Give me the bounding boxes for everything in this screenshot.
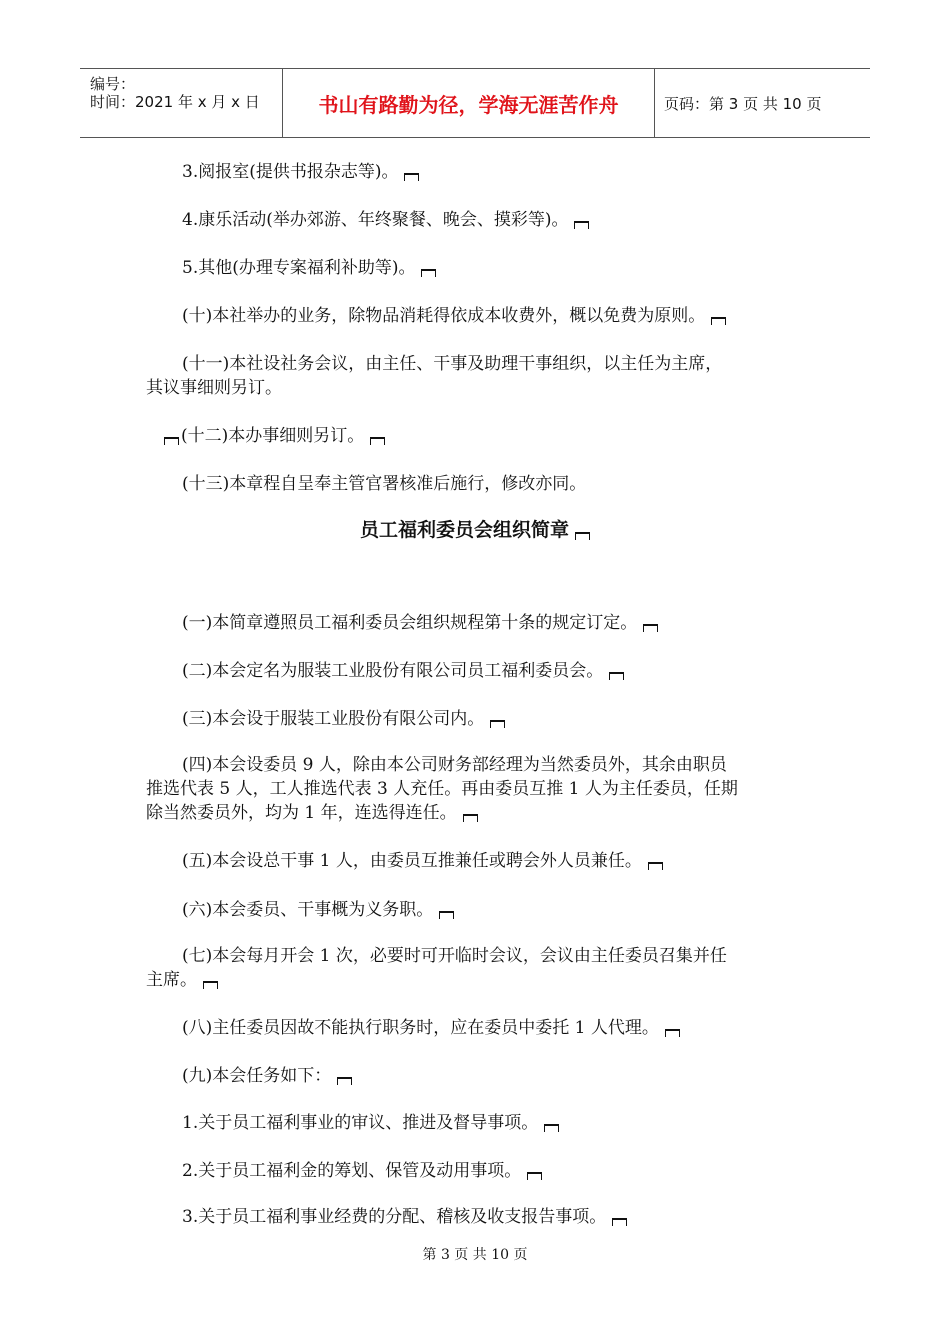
header-table bbox=[80, 68, 870, 138]
motto: 书山有路勤为径，学海无涯苦作舟 bbox=[282, 69, 655, 137]
header-info-cell bbox=[80, 69, 282, 137]
paragraph: (二)本会定名为服装工业股份有限公司员工福利委员会。 bbox=[146, 659, 832, 683]
paragraph-mark-icon bbox=[609, 672, 624, 680]
time-label: 时间：2021 年 x 月 x 日 bbox=[90, 93, 260, 111]
paragraph: 3.阅报室(提供书报杂志等)。 bbox=[146, 160, 832, 184]
paragraph: 1.关于员工福利事业的审议、推进及督导事项。 bbox=[146, 1111, 832, 1135]
section-title: 员工福利委员会组织简章 bbox=[0, 515, 950, 542]
paragraph-mark-icon bbox=[544, 1124, 559, 1132]
paragraph-mark-icon bbox=[439, 911, 454, 919]
paragraph-mark-icon bbox=[164, 437, 179, 445]
paragraph-mark-icon bbox=[648, 862, 663, 870]
paragraph-line: 除当然委员外，均为 1 年，连选得连任。 bbox=[146, 801, 796, 825]
paragraph-mark-icon bbox=[527, 1172, 542, 1180]
paragraph: 5.其他(办理专案福利补助等)。 bbox=[146, 256, 832, 280]
paragraph-mark-icon bbox=[575, 532, 590, 540]
paragraph-mark-icon bbox=[404, 173, 419, 181]
page-footer: 第 3 页 共 10 页 bbox=[422, 1247, 528, 1263]
page-label: 页码：第 3 页 共 10 页 bbox=[664, 94, 822, 113]
paragraph-line: 主席。 bbox=[146, 968, 796, 992]
paragraph-line: 其议事细则另订。 bbox=[146, 378, 282, 398]
paragraph-mark-icon bbox=[490, 720, 505, 728]
paragraph-mark-icon bbox=[711, 317, 726, 325]
paragraph-mark-icon bbox=[574, 221, 589, 229]
paragraph: (十三)本章程自呈奉主管官署核准后施行，修改亦同。 bbox=[182, 474, 587, 494]
paragraph-mark-icon bbox=[337, 1077, 352, 1085]
paragraph-mark-icon bbox=[665, 1029, 680, 1037]
paragraph: (八)主任委员因故不能执行职务时，应在委员中委托 1 人代理。 bbox=[146, 1016, 832, 1040]
paragraph: (六)本会委员、干事概为义务职。 bbox=[146, 898, 832, 922]
paragraph: (九)本会任务如下： bbox=[146, 1064, 832, 1088]
paragraph: 4.康乐活动(举办郊游、年终聚餐、晚会、摸彩等)。 bbox=[146, 208, 832, 232]
paragraph-mark-icon bbox=[421, 269, 436, 277]
paragraph-mark-icon bbox=[370, 437, 385, 445]
paragraph: 3.关于员工福利事业经费的分配、稽核及收支报告事项。 bbox=[146, 1205, 832, 1229]
code-label: 编号： bbox=[90, 75, 136, 93]
paragraph: (一)本简章遵照员工福利委员会组织规程第十条的规定订定。 bbox=[146, 611, 832, 635]
paragraph-mark-icon bbox=[203, 981, 218, 989]
paragraph: (十二)本办事细则另订。 bbox=[146, 424, 796, 448]
paragraph: (五)本会设总干事 1 人，由委员互推兼任或聘会外人员兼任。 bbox=[146, 849, 832, 873]
paragraph-mark-icon bbox=[612, 1218, 627, 1226]
paragraph-mark-icon bbox=[643, 624, 658, 632]
paragraph: (三)本会设于服装工业股份有限公司内。 bbox=[146, 707, 832, 731]
paragraph-line: 推选代表 5 人，工人推选代表 3 人充任。再由委员互推 1 人为主任委员，任期 bbox=[146, 779, 738, 799]
paragraph: (十)本社举办的业务，除物品消耗得依成本收费外，概以免费为原则。 bbox=[146, 304, 832, 328]
paragraph-mark-icon bbox=[463, 814, 478, 822]
paragraph-line: (十一)本社设社务会议，由主任、干事及助理干事组织，以主任为主席， bbox=[182, 354, 723, 374]
paragraph-line: (七)本会每月开会 1 次，必要时可开临时会议，会议由主任委员召集并任 bbox=[182, 946, 727, 966]
paragraph-line: (四)本会设委员 9 人，除由本公司财务部经理为当然委员外，其余由职员 bbox=[182, 755, 727, 775]
paragraph: 2.关于员工福利金的筹划、保管及动用事项。 bbox=[146, 1159, 832, 1183]
